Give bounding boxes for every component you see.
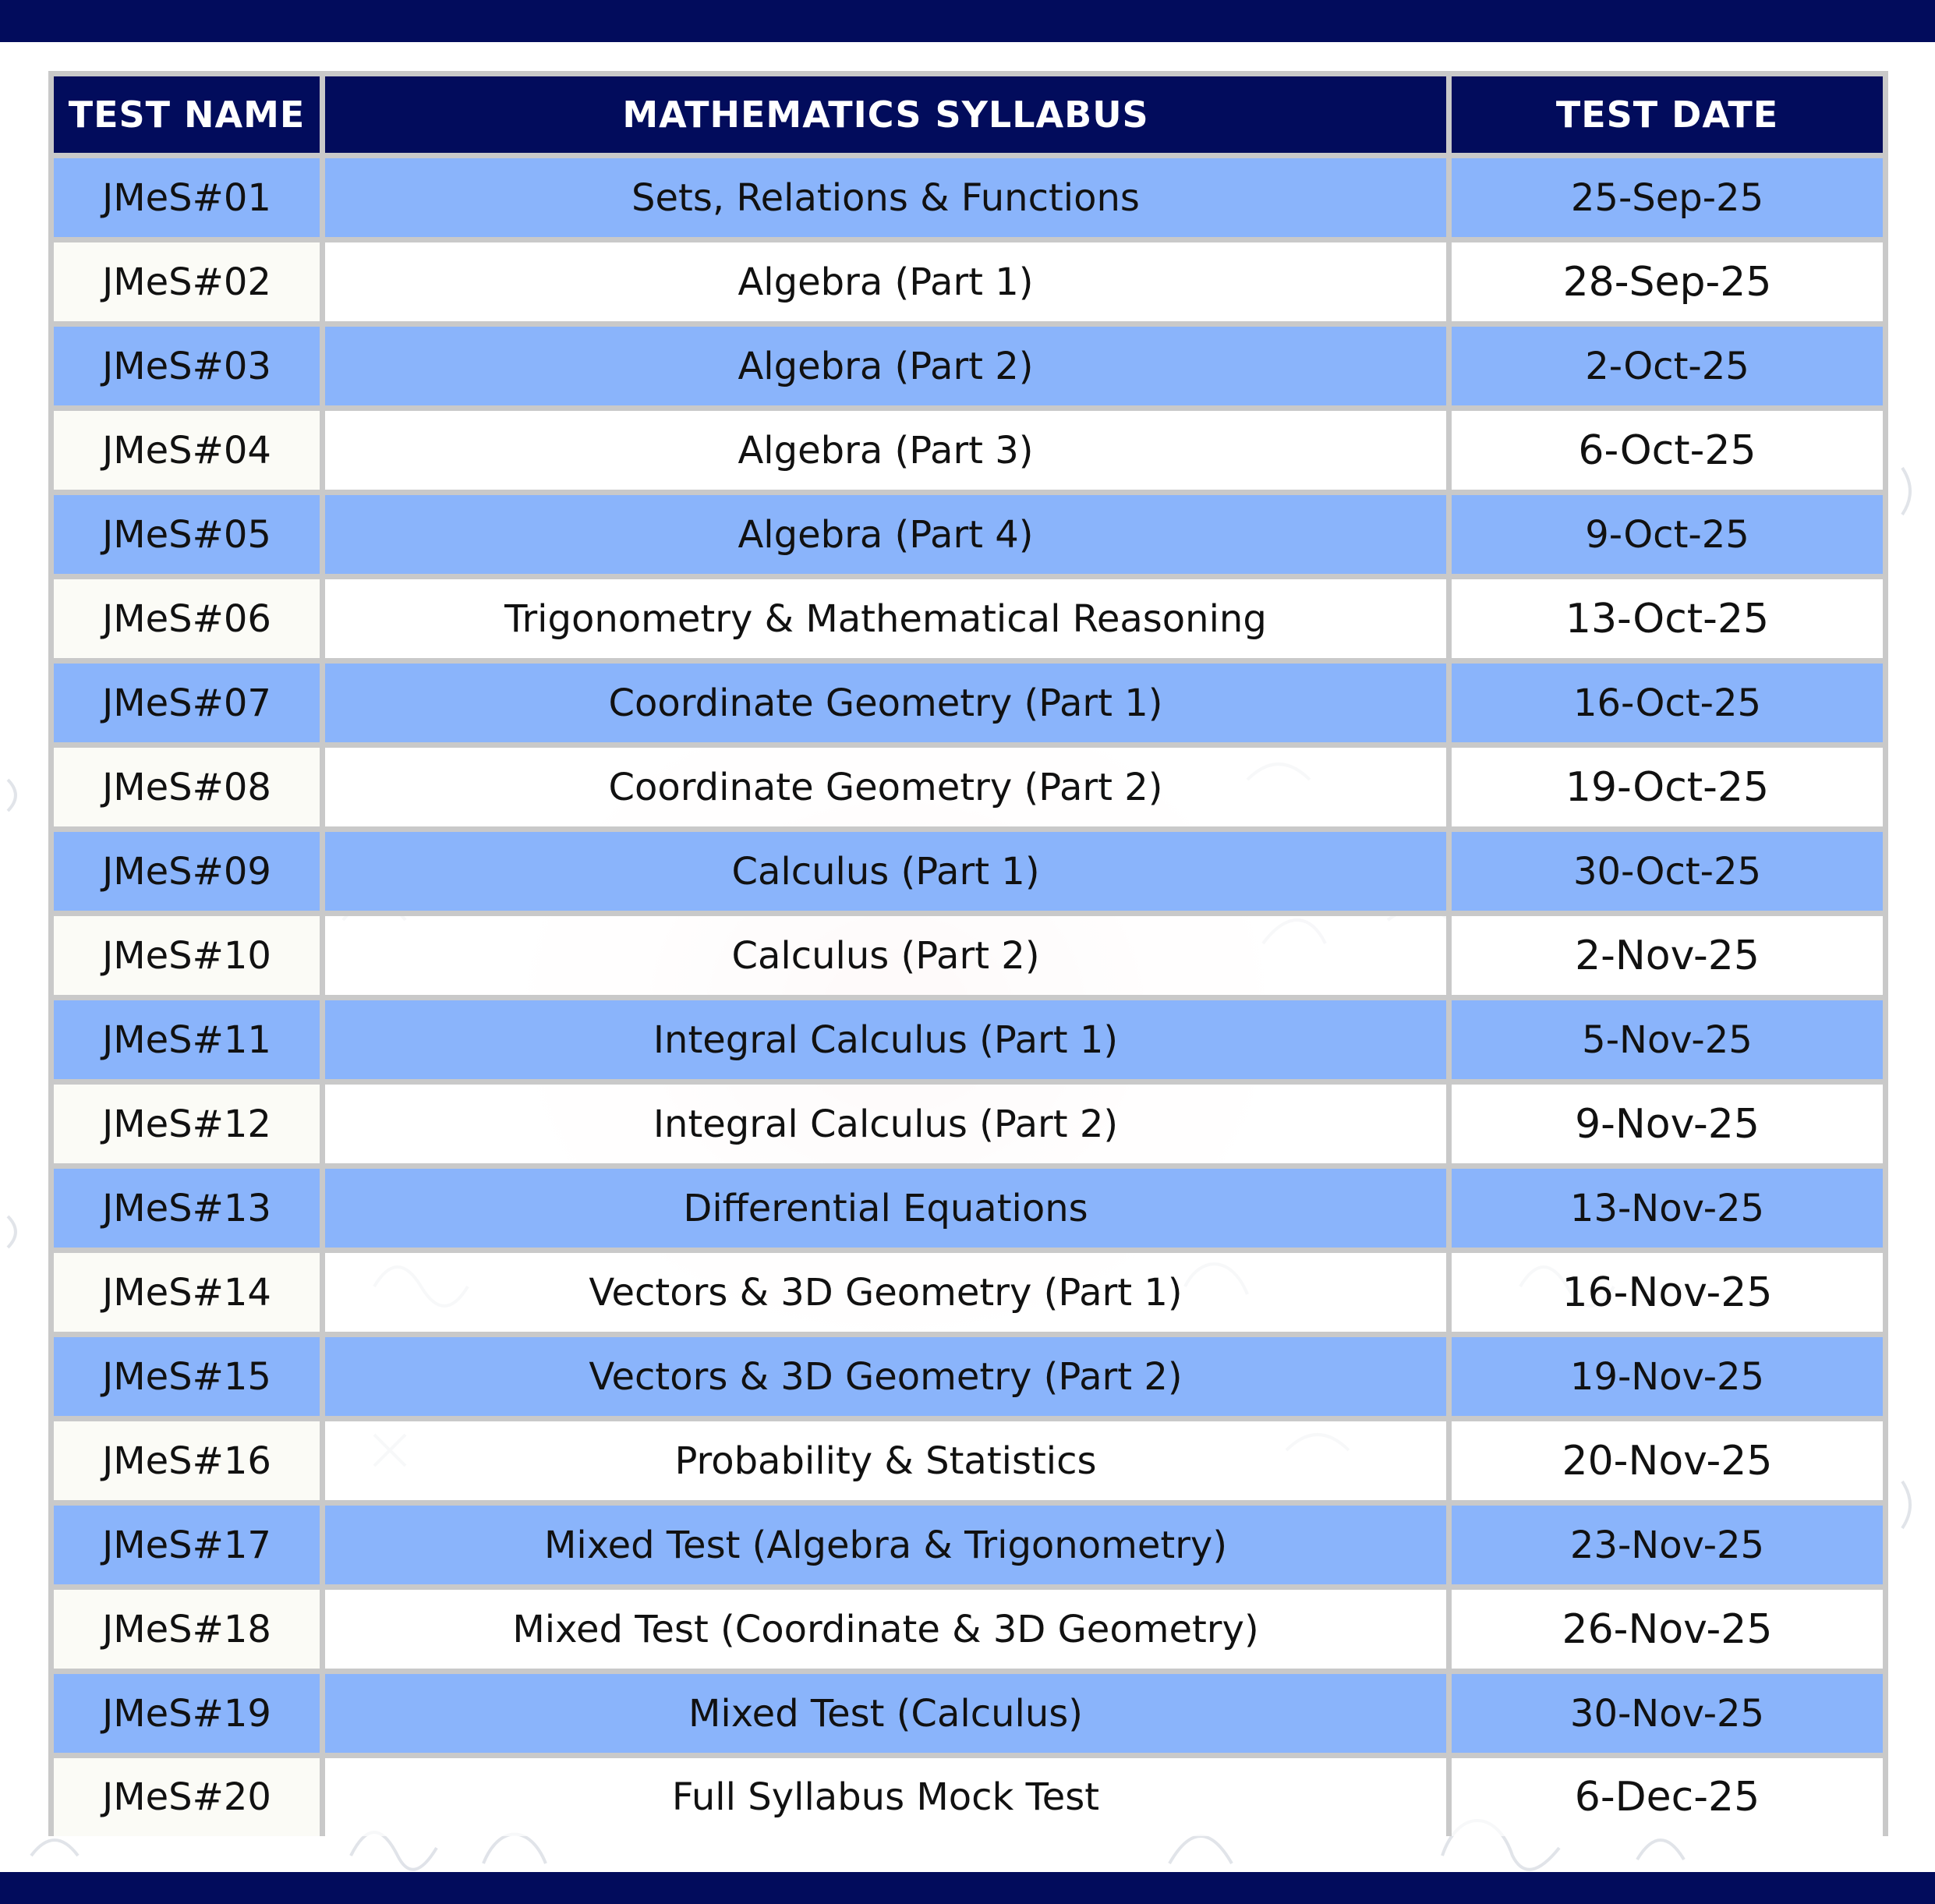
table-row — [48, 1506, 1888, 1590]
test-date-cell: 20-Nov-25 — [1452, 1421, 1888, 1506]
test-date-cell: 2-Oct-25 — [1452, 327, 1888, 411]
table-row — [48, 158, 1888, 242]
syllabus-cell: Coordinate Geometry (Part 2) — [325, 748, 1452, 832]
syllabus-cell: Coordinate Geometry (Part 1) — [325, 664, 1452, 748]
test-name-cell: JMeS#14 — [48, 1253, 325, 1337]
syllabus-cell: Sets, Relations & Functions — [325, 158, 1452, 242]
syllabus-cell: Mixed Test (Coordinate & 3D Geometry) — [325, 1590, 1452, 1674]
table-row — [48, 1758, 1888, 1836]
test-date-cell: 9-Nov-25 — [1452, 1085, 1888, 1169]
table-row — [48, 1085, 1888, 1169]
table-row — [48, 1169, 1888, 1253]
syllabus-cell: Algebra (Part 1) — [325, 242, 1452, 327]
syllabus-cell: Mixed Test (Calculus) — [325, 1674, 1452, 1758]
test-date-cell: 28-Sep-25 — [1452, 242, 1888, 327]
test-name-cell: JMeS#08 — [48, 748, 325, 832]
test-date-cell: 6-Oct-25 — [1452, 411, 1888, 495]
syllabus-cell: Integral Calculus (Part 1) — [325, 1000, 1452, 1085]
table-row — [48, 579, 1888, 664]
test-name-cell: JMeS#15 — [48, 1337, 325, 1421]
test-name-cell: JMeS#18 — [48, 1590, 325, 1674]
schedule-table-container — [48, 71, 1888, 1836]
table-row — [48, 664, 1888, 748]
test-date-cell: 23-Nov-25 — [1452, 1506, 1888, 1590]
test-name-cell: JMeS#12 — [48, 1085, 325, 1169]
table-row — [48, 832, 1888, 916]
test-date-cell: 16-Oct-25 — [1452, 664, 1888, 748]
test-schedule-table — [48, 71, 1888, 1836]
syllabus-cell: Vectors & 3D Geometry (Part 1) — [325, 1253, 1452, 1337]
test-date-cell: 9-Oct-25 — [1452, 495, 1888, 579]
table-row — [48, 327, 1888, 411]
table-row — [48, 1253, 1888, 1337]
syllabus-cell: Integral Calculus (Part 2) — [325, 1085, 1452, 1169]
top-navy-band — [0, 0, 1935, 42]
test-date-cell: 6-Dec-25 — [1452, 1758, 1888, 1836]
table-row — [48, 1421, 1888, 1506]
test-date-cell: 25-Sep-25 — [1452, 158, 1888, 242]
test-date-cell: 5-Nov-25 — [1452, 1000, 1888, 1085]
syllabus-cell: Vectors & 3D Geometry (Part 2) — [325, 1337, 1452, 1421]
table-row — [48, 1674, 1888, 1758]
syllabus-cell: Algebra (Part 3) — [325, 411, 1452, 495]
test-name-cell: JMeS#03 — [48, 327, 325, 411]
table-header-row — [48, 71, 1888, 158]
table-row — [48, 1000, 1888, 1085]
table-row — [48, 748, 1888, 832]
table-row — [48, 411, 1888, 495]
syllabus-cell: Calculus (Part 2) — [325, 916, 1452, 1000]
test-date-cell: 30-Oct-25 — [1452, 832, 1888, 916]
test-name-cell: JMeS#05 — [48, 495, 325, 579]
table-row — [48, 916, 1888, 1000]
test-date-cell: 30-Nov-25 — [1452, 1674, 1888, 1758]
test-name-cell: JMeS#02 — [48, 242, 325, 327]
syllabus-cell: Mixed Test (Algebra & Trigonometry) — [325, 1506, 1452, 1590]
header-test-name: TEST NAME — [48, 71, 325, 158]
test-name-cell: JMeS#19 — [48, 1674, 325, 1758]
header-test-date: TEST DATE — [1452, 71, 1888, 158]
test-date-cell: 19-Nov-25 — [1452, 1337, 1888, 1421]
test-name-cell: JMeS#01 — [48, 158, 325, 242]
test-name-cell: JMeS#09 — [48, 832, 325, 916]
test-name-cell: JMeS#10 — [48, 916, 325, 1000]
test-date-cell: 16-Nov-25 — [1452, 1253, 1888, 1337]
syllabus-cell: Trigonometry & Mathematical Reasoning — [325, 579, 1452, 664]
syllabus-cell: Algebra (Part 2) — [325, 327, 1452, 411]
test-name-cell: JMeS#06 — [48, 579, 325, 664]
test-date-cell: 19-Oct-25 — [1452, 748, 1888, 832]
test-date-cell: 26-Nov-25 — [1452, 1590, 1888, 1674]
syllabus-cell: Probability & Statistics — [325, 1421, 1452, 1506]
test-name-cell: JMeS#07 — [48, 664, 325, 748]
table-row — [48, 1337, 1888, 1421]
syllabus-cell: Calculus (Part 1) — [325, 832, 1452, 916]
table-row — [48, 1590, 1888, 1674]
test-name-cell: JMeS#04 — [48, 411, 325, 495]
syllabus-cell: Differential Equations — [325, 1169, 1452, 1253]
bottom-navy-band — [0, 1872, 1935, 1904]
test-date-cell: 13-Nov-25 — [1452, 1169, 1888, 1253]
syllabus-cell: Algebra (Part 4) — [325, 495, 1452, 579]
test-date-cell: 13-Oct-25 — [1452, 579, 1888, 664]
table-row — [48, 242, 1888, 327]
test-name-cell: JMeS#17 — [48, 1506, 325, 1590]
test-name-cell: JMeS#13 — [48, 1169, 325, 1253]
table-row — [48, 495, 1888, 579]
syllabus-cell: Full Syllabus Mock Test — [325, 1758, 1452, 1836]
test-name-cell: JMeS#16 — [48, 1421, 325, 1506]
header-syllabus: MATHEMATICS SYLLABUS — [325, 71, 1452, 158]
test-name-cell: JMeS#20 — [48, 1758, 325, 1836]
test-name-cell: JMeS#11 — [48, 1000, 325, 1085]
test-date-cell: 2-Nov-25 — [1452, 916, 1888, 1000]
